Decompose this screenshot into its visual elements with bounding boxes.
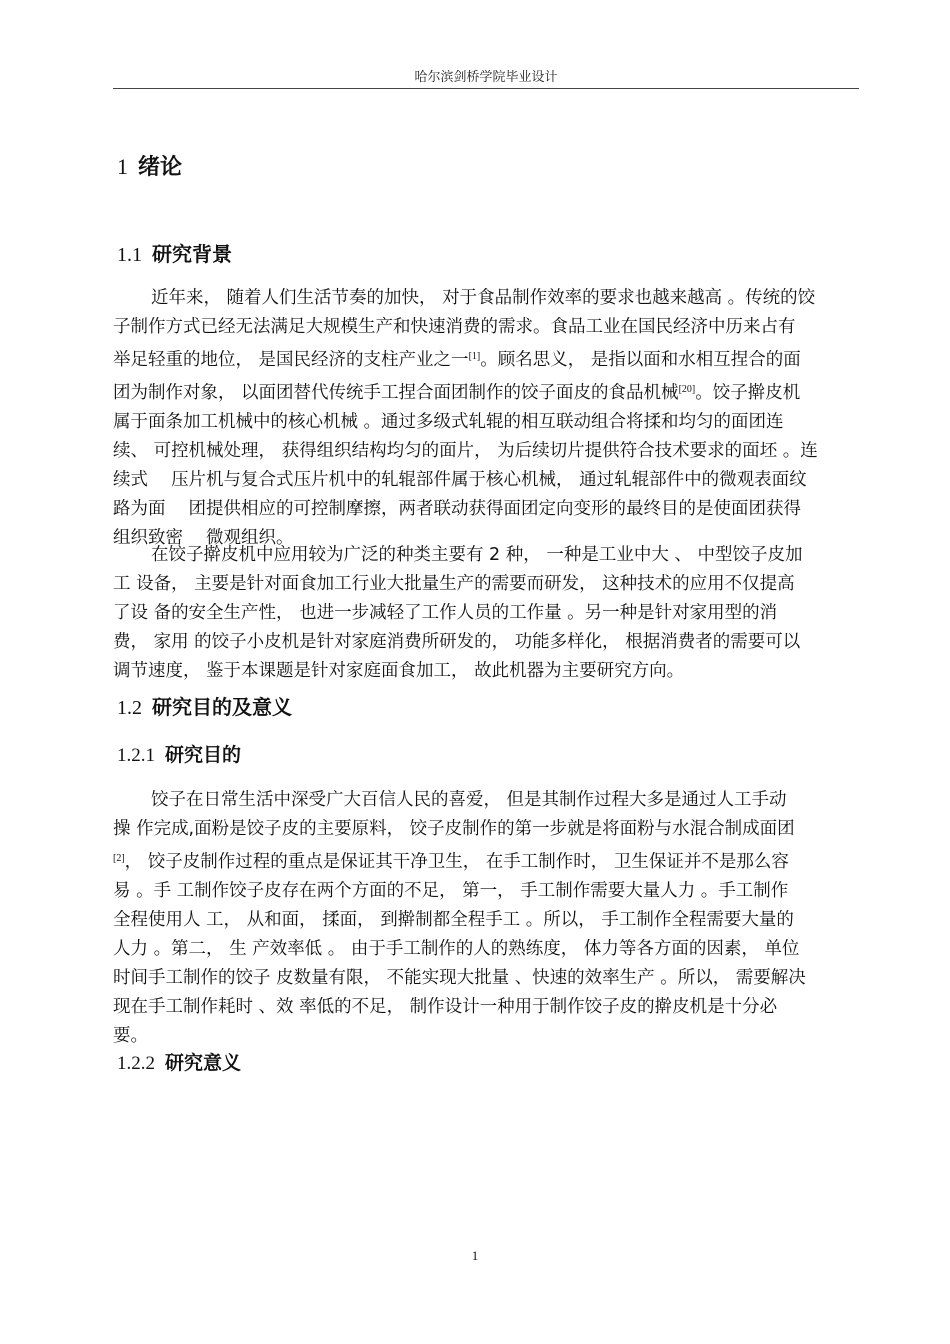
page-header: 哈尔滨剑桥学院毕业设计: [414, 70, 558, 85]
citation-ref: [20]: [678, 384, 696, 395]
section-number: 1.1: [117, 244, 142, 266]
page-number: 1: [471, 1248, 479, 1263]
chapter-title: 绪论: [138, 155, 183, 180]
citation-ref: [2]: [113, 853, 125, 864]
subsection-number: 1.2.2: [117, 1053, 155, 1074]
subsection-number: 1.2.1: [117, 745, 155, 766]
chapter-number: 1: [117, 154, 128, 179]
paragraph-purpose: 饺子在日常生活中深受广大百信人民的喜爱， 但是其制作过程大多是通过人工手动 操 作完成,面粉是饺子皮的主要原料， 饺子皮制作的第一步就是将面粉与水混合制成面团 [2]， 饺子皮制作过程的重点是保证其干净卫生， 在手工制作时， 卫生保证并不是那么容 易 。手 工制作饺子皮存在两个方面的不足， 第一， 手工制作需要大量人力 。手工制作 全程使用人 工， 从和面， 揉面， 到擀制都全程手工 。所以， 手工制作全程需要大量的 人力 。第二， 生 产效率低 。 由于手工制作的人的熟练度， 体力等各方面的因素， 单位 时间手工制作的饺子 皮数量有限， 不能实现大批量 、快速的效率生产 。所以， 需要解决 现在手工制作耗时 、效 率低的不足， 制作设计一种用于制作饺子皮的擀皮机是十分必 要。: [113, 790, 806, 1046]
section-title: 研究背景: [152, 242, 232, 266]
section-heading-1-2: [117, 691, 292, 720]
subsection-heading-1-2-2: [117, 1048, 241, 1075]
section-heading-1-1: [117, 238, 232, 267]
paragraph-background-2: 在饺子擀皮机中应用较为广泛的种类主要有 2 种， 一种是工业中大 、 中型饺子皮加 工 设备， 主要是针对面食加工行业大批量生产的需要而研发， 这种技术的应用不仅提高 了设 备的安全生产性， 也进一步减轻了工作人员的工作量 。另一种是针对家用型的消 费， 家用 的饺子小皮机是针对家庭消费所研发的， 功能多样化， 根据消费者的需要可以 调节速度， 鉴于本课题是针对家庭面食加工， 故此机器为主要研究方向。: [113, 545, 803, 681]
section-number: 1.2: [117, 697, 142, 719]
header-divider: [113, 88, 859, 89]
subsection-title: 研究意义: [165, 1052, 242, 1074]
citation-ref: [1]: [468, 351, 481, 362]
subsection-title: 研究目的: [165, 744, 242, 766]
subsection-heading-1-2-1: [117, 740, 241, 767]
section-title: 研究目的及意义: [152, 695, 292, 719]
paragraph-background-1: 近年来， 随着人们生活节奏的加快， 对于食品制作效率的要求也越来越高 。传统的饺 子制作方式已经无法满足大规模生产和快速消费的需求。食品工业在国民经济中历来占有 举足轻重的地位， 是国民经济的支柱产业之一[1]。顾名思义， 是指以面和水相互捏合的面 团为制作对象， 以面团替代传统手工捏合面团制作的饺子面皮的食品机械[20]。饺子擀皮机 属于面条加工机械中的核心机械 。通过多级式轧辊的相互联动组合将揉和均匀的面团连 续、 可控机械处理， 获得组织结构均匀的面片， 为后续切片提供符合技术要求的面坯 。连 续式 压片机与复合式压片机中的轧辊部件属于核心机械， 通过轧辊部件中的微观表面纹 路为面 团提供相应的可控制摩擦，两者联动获得面团定向变形的最终目的是使面团获得 组织致密 微观组织。: [113, 288, 818, 548]
chapter-heading: [117, 150, 182, 181]
